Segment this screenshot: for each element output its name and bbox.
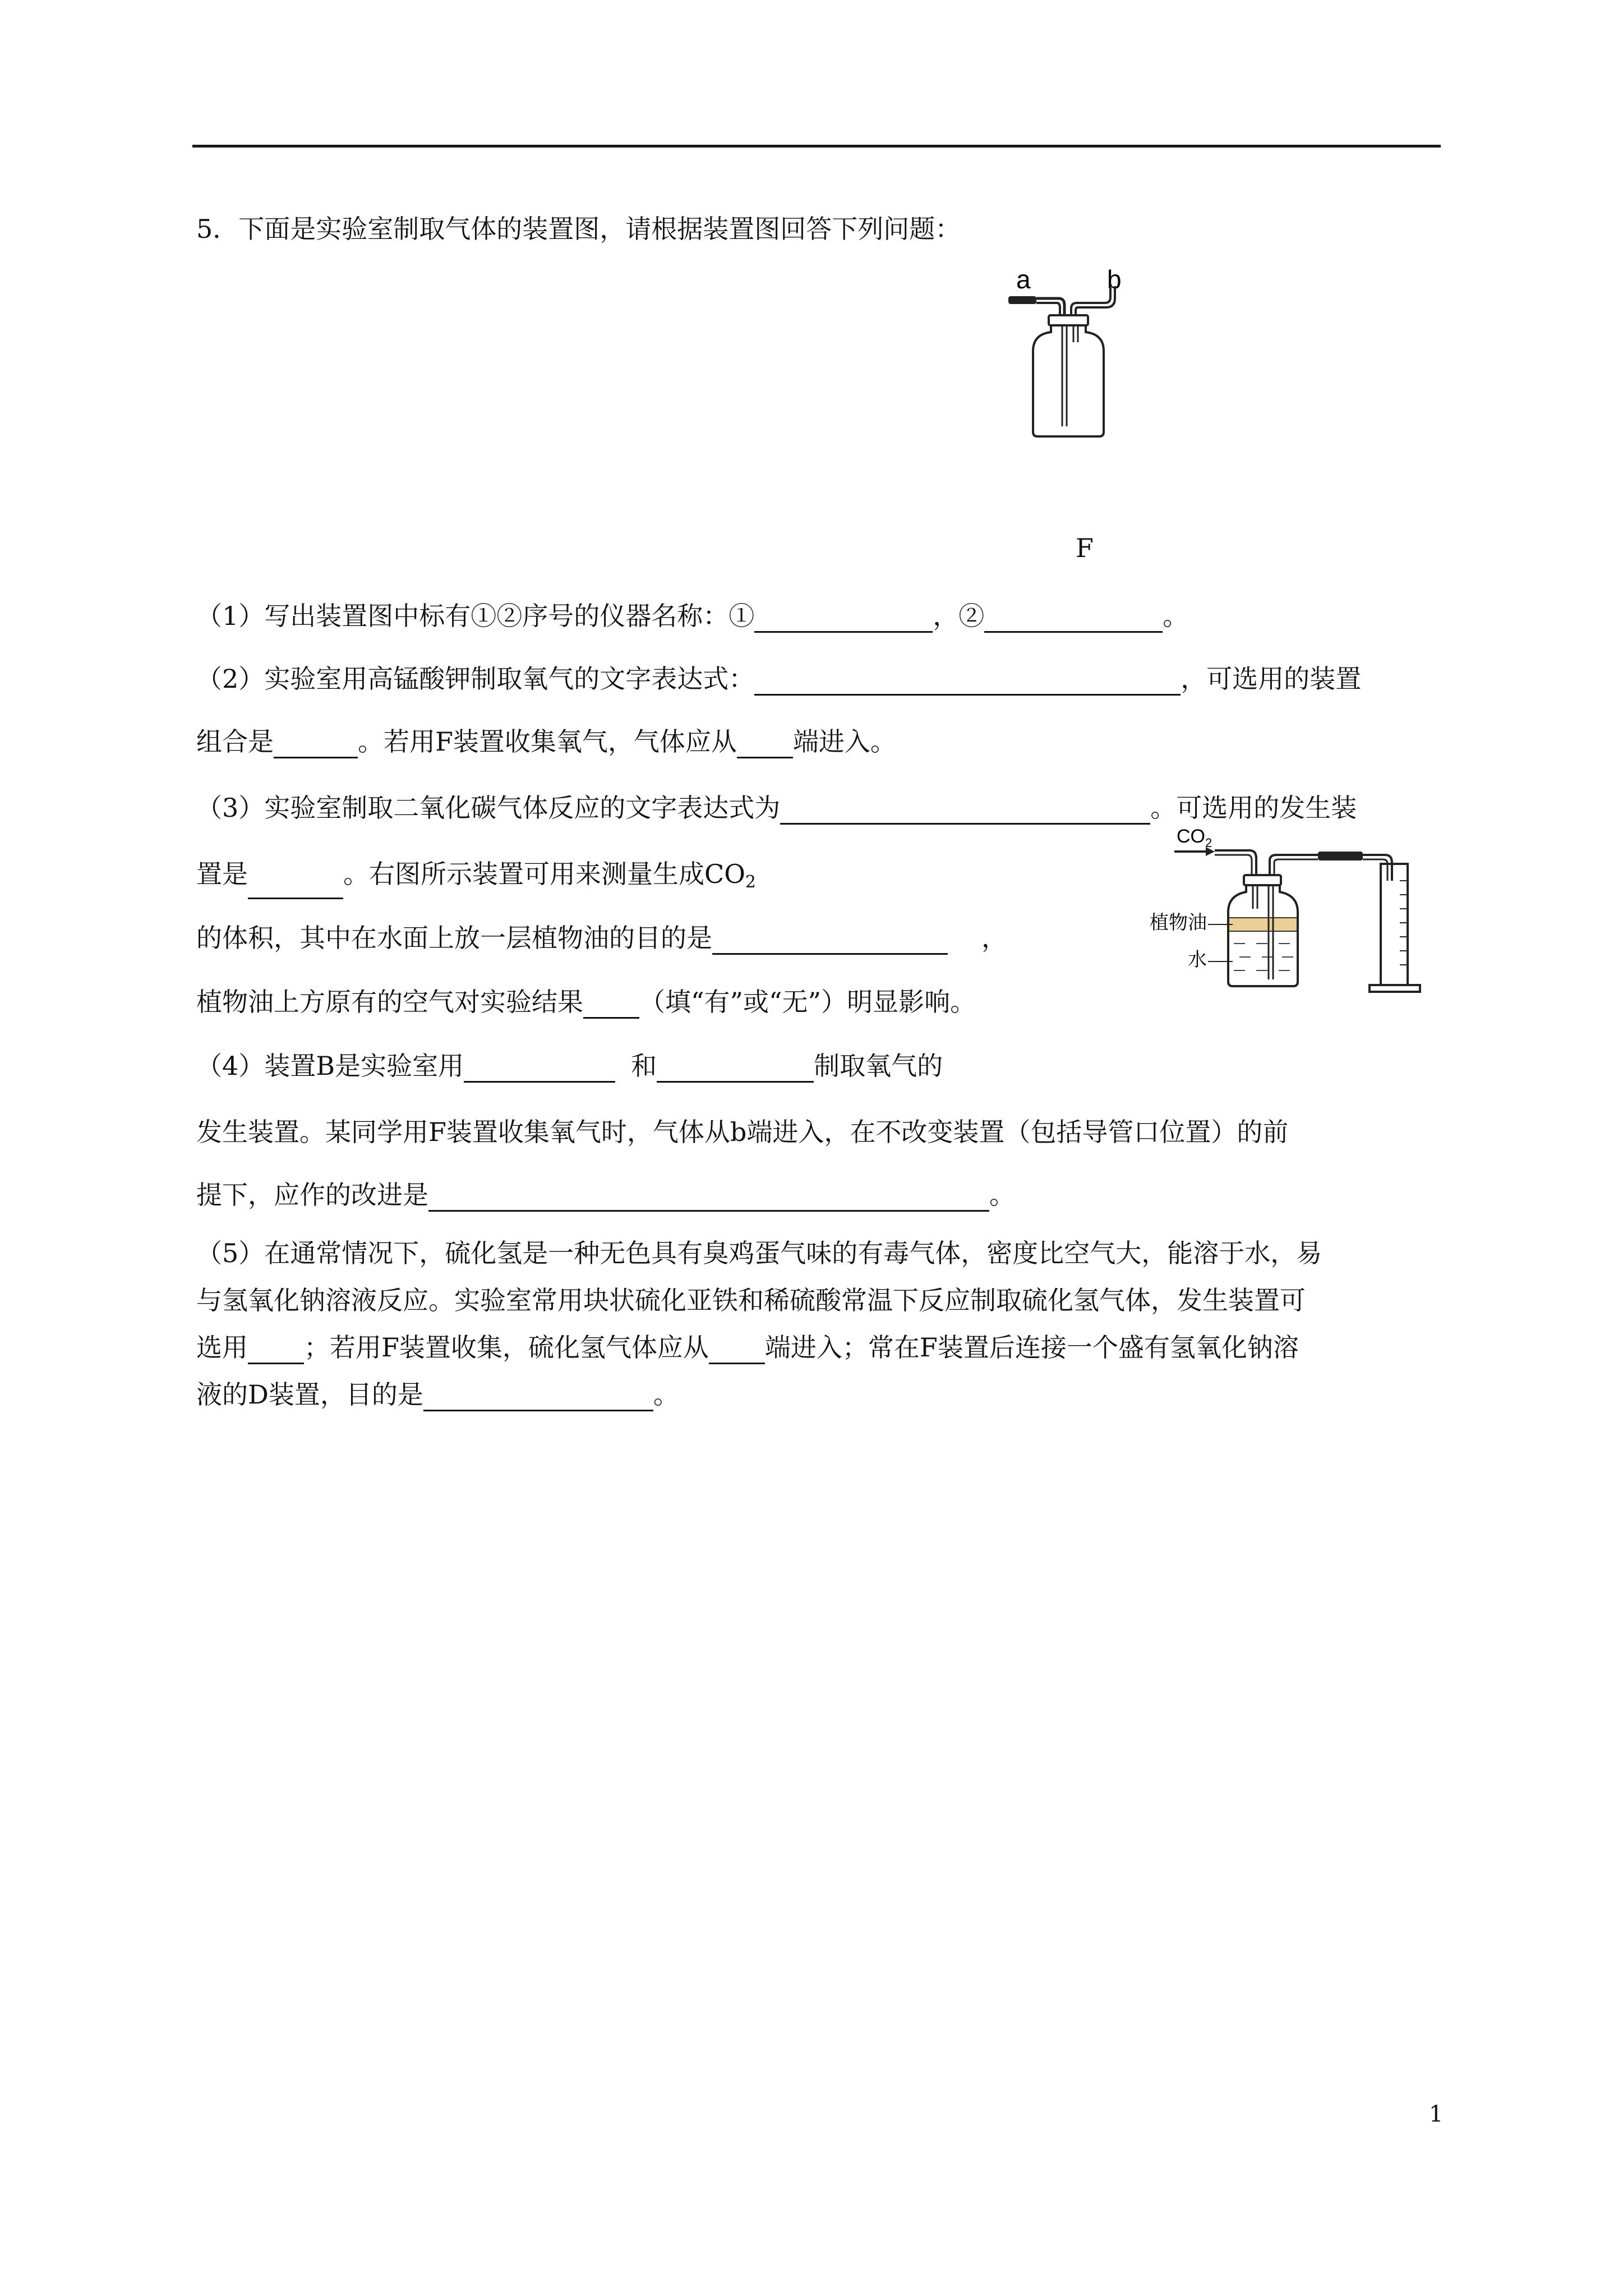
water-label: 水 xyxy=(1188,949,1207,970)
answer-blank-h2s-inlet[interactable] xyxy=(709,1335,765,1364)
answer-blank-air-effect[interactable] xyxy=(583,989,639,1019)
oil-label: 植物油 xyxy=(1150,912,1207,933)
header-rule xyxy=(192,145,1441,148)
question-part-5-line-4: 液的D装置，目的是 。 xyxy=(196,1378,679,1411)
question-part-2-line-2: 组合是 。若用F装置收集氧气，气体应从 端进入。 xyxy=(196,725,896,758)
apparatus-f-figure xyxy=(993,264,1138,443)
answer-blank-apparatus-combo[interactable] xyxy=(274,729,358,758)
question-part-5-line-1: （5）在通常情况下，硫化氢是一种无色具有臭鸡蛋气味的有毒气体，密度比空气大，能溶于水，易 xyxy=(196,1238,1322,1268)
answer-blank-reagent-2[interactable] xyxy=(657,1053,814,1083)
answer-blank-gas-inlet-o2[interactable] xyxy=(737,729,793,758)
question-intro: 5．下面是实验室制取气体的装置图，请根据装置图回答下列问题： xyxy=(196,214,961,244)
figure-f-caption: F xyxy=(1076,533,1094,563)
co2-label: $CO_2$ xyxy=(1177,826,1212,850)
port-a-label: a xyxy=(1016,265,1031,294)
question-part-2-line-1: （2）实验室用高锰酸钾制取氧气的文字表达式： ，可选用的装置 xyxy=(196,662,1361,696)
answer-blank-reagent-1[interactable] xyxy=(464,1053,615,1083)
question-part-4-line-3: 提下，应作的改进是 。 xyxy=(196,1178,1015,1212)
answer-blank-instrument-2[interactable] xyxy=(984,603,1163,633)
question-part-4-line-2: 发生装置。某同学用F装置收集氧气时，气体从b端进入，在不改变装置（包括导管口位置）的前 xyxy=(196,1117,1289,1147)
answer-blank-kmno4-expression[interactable] xyxy=(754,666,1181,696)
question-part-3-line-4: 植物油上方原有的空气对实验结果 （填“有”或“无”）明显影响。 xyxy=(196,985,976,1019)
question-part-1: （1）写出装置图中标有①②序号的仪器名称：① ，② 。 xyxy=(196,599,1188,633)
answer-blank-oil-purpose[interactable] xyxy=(712,925,948,955)
answer-blank-co2-expression[interactable] xyxy=(780,795,1150,825)
answer-blank-h2s-generator[interactable] xyxy=(248,1335,304,1364)
answer-blank-instrument-1[interactable] xyxy=(754,603,933,633)
answer-blank-d-purpose[interactable] xyxy=(423,1382,653,1411)
question-part-5-line-2: 与氢氧化钠溶液反应。实验室常用块状硫化亚铁和稀硫酸常温下反应制取硫化氢气体，发生装置可 xyxy=(196,1285,1306,1315)
question-part-3-line-3: 的体积，其中在水面上放一层植物油的目的是 ， xyxy=(196,921,1007,955)
port-b-label: b xyxy=(1107,265,1122,294)
question-part-5-line-3: 选用 ；若用F装置收集，硫化氢气体应从 端进入；常在F装置后连接一个盛有氢氧化钠溶 xyxy=(196,1331,1299,1364)
question-part-3-line-2: 置是 。右图所示装置可用来测量生成$CO_2$ xyxy=(196,857,756,899)
answer-blank-improvement[interactable] xyxy=(428,1182,989,1212)
question-part-4-line-1: （4）装置B是实验室用 和 制取氧气的 xyxy=(196,1049,943,1083)
page-number: 1 xyxy=(1429,2101,1444,2127)
co2-measurement-figure xyxy=(1150,819,1441,999)
question-part-3-line-1: （3）实验室制取二氧化碳气体反应的文字表达式为 。可选用的发生装 xyxy=(196,791,1357,825)
answer-blank-co2-generator[interactable] xyxy=(248,869,343,899)
